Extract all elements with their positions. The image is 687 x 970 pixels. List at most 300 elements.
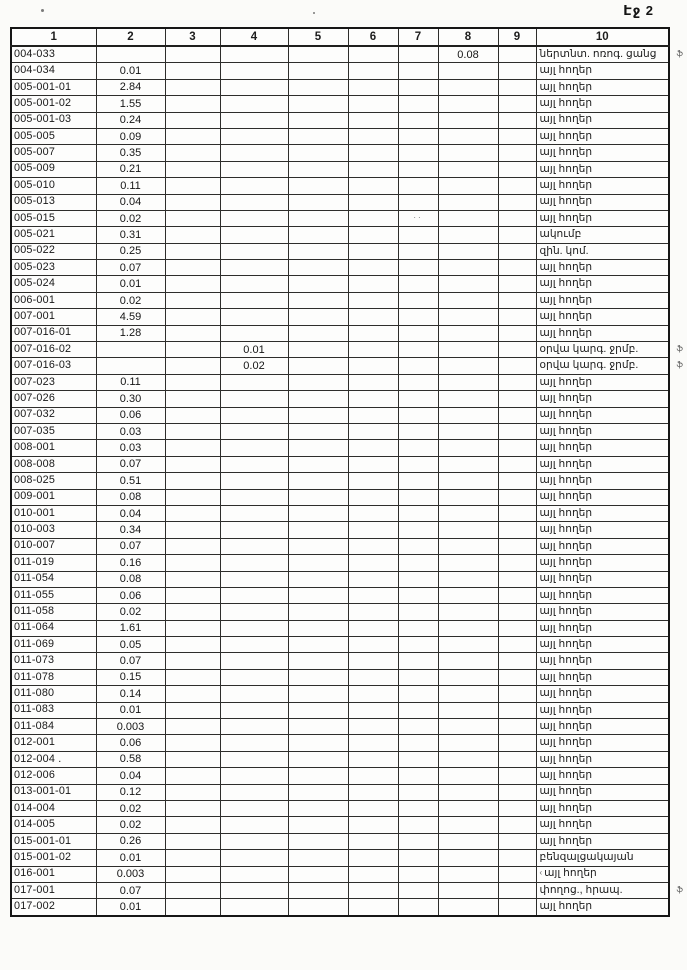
value-cell: [220, 555, 288, 571]
value-cell: [498, 505, 536, 521]
value-cell: [220, 571, 288, 587]
table-row: [11, 899, 669, 916]
table-row: [11, 882, 669, 898]
value-cell: [220, 243, 288, 259]
land-use-cell: [536, 145, 669, 161]
value-cell: [220, 620, 288, 636]
value-cell: 0.01: [96, 276, 165, 292]
value-cell: [288, 817, 348, 833]
land-use-label: այլ հողեր: [539, 392, 593, 405]
parcel-code-cell: 005-007: [11, 145, 96, 161]
value-cell: [438, 538, 498, 554]
land-use-cell: [536, 374, 669, 390]
land-use-cell: [536, 112, 669, 128]
value-cell: [165, 423, 220, 439]
value-cell: [348, 276, 398, 292]
land-use-cell: [536, 489, 669, 505]
value-cell: [165, 587, 220, 603]
land-use-cell: [536, 653, 669, 669]
land-use-cell: [536, 46, 683, 63]
land-use-label: այլ հողեր: [539, 129, 593, 142]
value-cell: [438, 719, 498, 735]
parcel-code-cell: 012-006: [11, 768, 96, 784]
table-row: [11, 46, 669, 63]
value-cell: [438, 833, 498, 849]
value-cell: 2.84: [96, 79, 165, 95]
value-cell: [220, 817, 288, 833]
value-cell: [348, 719, 398, 735]
value-cell: [498, 243, 536, 259]
value-cell: 0.01: [220, 342, 288, 358]
value-cell: [438, 751, 498, 767]
table-row: [11, 686, 669, 702]
value-cell: [438, 555, 498, 571]
value-cell: 0.02: [220, 358, 288, 374]
value-cell: [220, 325, 288, 341]
value-cell: [348, 637, 398, 653]
parcel-code-cell: 011-078: [11, 669, 96, 685]
value-cell: [165, 161, 220, 177]
value-cell: 0.06: [96, 587, 165, 603]
parcel-code-cell: 008-008: [11, 456, 96, 472]
land-use-label: այլ հողեր: [539, 211, 593, 224]
parcel-code-cell: 011-069: [11, 637, 96, 653]
land-use-label: այլ հողեր: [539, 801, 593, 814]
value-cell: [165, 555, 220, 571]
value-cell: [220, 505, 288, 521]
table-row: [11, 243, 669, 259]
value-cell: [498, 686, 536, 702]
value-cell: [220, 538, 288, 554]
value-cell: [438, 768, 498, 784]
value-cell: [438, 194, 498, 210]
value-cell: [398, 899, 438, 916]
value-cell: [165, 145, 220, 161]
value-cell: 0.58: [96, 751, 165, 767]
value-cell: [438, 374, 498, 390]
value-cell: [288, 227, 348, 243]
value-cell: [165, 342, 220, 358]
value-cell: [165, 817, 220, 833]
value-cell: [288, 276, 348, 292]
value-cell: [498, 784, 536, 800]
value-cell: [498, 161, 536, 177]
value-cell: [348, 850, 398, 866]
value-cell: [348, 210, 398, 226]
table-row: [11, 292, 669, 308]
value-cell: [165, 653, 220, 669]
value-cell: [498, 391, 536, 407]
value-cell: [288, 505, 348, 521]
table-row: [11, 79, 669, 95]
value-cell: [398, 522, 438, 538]
value-cell: [498, 882, 536, 898]
land-use-label: այլ հողեր: [539, 719, 593, 732]
value-cell: [165, 112, 220, 128]
value-cell: [398, 309, 438, 325]
value-cell: 0.03: [96, 440, 165, 456]
value-cell: [220, 194, 288, 210]
value-cell: [398, 292, 438, 308]
value-cell: [398, 128, 438, 144]
value-cell: [438, 260, 498, 276]
land-use-label: այլ հողեր: [539, 424, 593, 437]
value-cell: [348, 784, 398, 800]
table-row: [11, 342, 669, 358]
value-cell: [220, 669, 288, 685]
column-header-10: 10: [536, 28, 669, 46]
land-use-label: փողոց., հրապ.: [539, 883, 623, 896]
value-cell: [165, 538, 220, 554]
parcel-code-cell: 007-001: [11, 309, 96, 325]
value-cell: 0.04: [96, 505, 165, 521]
value-cell: 0.07: [96, 882, 165, 898]
column-header-2: 2: [96, 28, 165, 46]
value-cell: [348, 292, 398, 308]
value-cell: [288, 571, 348, 587]
value-cell: [438, 210, 498, 226]
value-cell: [220, 489, 288, 505]
value-cell: [438, 358, 498, 374]
land-use-label: բենզալցակայան: [539, 851, 634, 864]
value-cell: 0.08: [96, 571, 165, 587]
value-cell: [438, 686, 498, 702]
value-cell: [288, 850, 348, 866]
table-row: [11, 178, 669, 194]
value-cell: [398, 620, 438, 636]
value-cell: [288, 653, 348, 669]
value-cell: [165, 456, 220, 472]
value-cell: 0.08: [96, 489, 165, 505]
value-cell: [438, 161, 498, 177]
value-cell: [398, 423, 438, 439]
value-cell: [498, 292, 536, 308]
value-cell: [438, 489, 498, 505]
table-row: [11, 96, 669, 112]
land-use-cell: [536, 866, 669, 882]
value-cell: [288, 473, 348, 489]
value-cell: [220, 374, 288, 390]
table-row: [11, 817, 669, 833]
value-cell: [398, 342, 438, 358]
value-cell: [398, 358, 438, 374]
land-use-cell: [536, 210, 669, 226]
parcel-code-cell: 005-024: [11, 276, 96, 292]
value-cell: [220, 751, 288, 767]
parcel-code-cell: 007-016-02: [11, 342, 96, 358]
land-use-cell: [536, 555, 669, 571]
land-use-cell: [536, 276, 669, 292]
land-use-label: այլ հողեր: [539, 97, 593, 110]
value-cell: [220, 768, 288, 784]
land-use-cell: [536, 669, 669, 685]
value-cell: [288, 686, 348, 702]
value-cell: [288, 194, 348, 210]
value-cell: [498, 440, 536, 456]
value-cell: [220, 178, 288, 194]
value-cell: [220, 128, 288, 144]
value-cell: [348, 194, 398, 210]
value-cell: [165, 505, 220, 521]
value-cell: [165, 751, 220, 767]
value-cell: [398, 161, 438, 177]
land-use-cell: [536, 833, 669, 849]
parcel-code-cell: 011-073: [11, 653, 96, 669]
value-cell: [165, 489, 220, 505]
table-row: [11, 653, 669, 669]
value-cell: [398, 79, 438, 95]
value-cell: [165, 882, 220, 898]
value-cell: [438, 63, 498, 79]
value-cell: [288, 522, 348, 538]
value-cell: [348, 161, 398, 177]
land-use-label: այլ հողեր: [539, 605, 593, 618]
value-cell: [288, 604, 348, 620]
value-cell: [348, 800, 398, 816]
parcel-code-cell: 005-009: [11, 161, 96, 177]
value-cell: [348, 440, 398, 456]
value-cell: 0.06: [96, 735, 165, 751]
value-cell: 0.07: [96, 538, 165, 554]
value-cell: [348, 587, 398, 603]
value-cell: [498, 522, 536, 538]
value-cell: [498, 735, 536, 751]
land-use-label: այլ հողեր: [539, 326, 593, 339]
table-row: [11, 423, 669, 439]
value-cell: [438, 128, 498, 144]
value-cell: [288, 145, 348, 161]
value-cell: [288, 637, 348, 653]
table-row: [11, 374, 669, 390]
table-row: [11, 850, 669, 866]
value-cell: [398, 276, 438, 292]
value-cell: 0.34: [96, 522, 165, 538]
value-cell: 0.01: [96, 63, 165, 79]
land-use-label: այլ հողեր: [539, 769, 593, 782]
value-cell: [498, 702, 536, 718]
column-header-3: 3: [165, 28, 220, 46]
margin-annotation: ֆ: [676, 344, 683, 354]
land-use-label: այլ հողեր: [539, 64, 593, 77]
value-cell: 0.07: [96, 260, 165, 276]
table-row: [11, 227, 669, 243]
value-cell: [165, 440, 220, 456]
parcel-code-cell: 007-023: [11, 374, 96, 390]
value-cell: 0.02: [96, 210, 165, 226]
value-cell: [165, 719, 220, 735]
value-cell: [288, 407, 348, 423]
table-row: [11, 112, 669, 128]
value-cell: [165, 620, 220, 636]
value-cell: [398, 456, 438, 472]
table-row: [11, 309, 669, 325]
value-cell: 0.26: [96, 833, 165, 849]
value-cell: [398, 702, 438, 718]
column-header-9: 9: [498, 28, 536, 46]
land-use-cell: [536, 194, 669, 210]
land-use-cell: [536, 702, 669, 718]
value-cell: [165, 276, 220, 292]
value-cell: [220, 473, 288, 489]
value-cell: [438, 145, 498, 161]
value-cell: 0.30: [96, 391, 165, 407]
parcel-code-cell: 010-003: [11, 522, 96, 538]
value-cell: [398, 719, 438, 735]
land-use-label: այլ հողեր: [539, 179, 593, 191]
table-row: [11, 669, 669, 685]
value-cell: 0.01: [96, 850, 165, 866]
value-cell: [165, 210, 220, 226]
value-cell: [220, 391, 288, 407]
land-use-label: այլ հողեր: [539, 310, 593, 323]
value-cell: [398, 325, 438, 341]
land-use-cell: [536, 456, 669, 472]
value-cell: [165, 96, 220, 112]
value-cell: [438, 571, 498, 587]
land-use-label: այլ հողեր: [544, 867, 597, 880]
value-cell: [348, 669, 398, 685]
value-cell: [220, 309, 288, 325]
land-use-label: այլ հողեր: [539, 785, 593, 798]
value-cell: [165, 784, 220, 800]
value-cell: [288, 309, 348, 325]
value-cell: [498, 227, 536, 243]
land-use-label: այլ հողեր: [539, 80, 593, 93]
value-cell: [348, 899, 398, 916]
value-cell: [438, 440, 498, 456]
land-use-cell: [536, 260, 669, 276]
table-row: [11, 407, 669, 423]
value-cell: 0.02: [96, 604, 165, 620]
scan-speck: [41, 9, 44, 12]
value-cell: [165, 407, 220, 423]
land-use-label: այլ հողեր: [539, 277, 593, 290]
value-cell: [220, 784, 288, 800]
land-use-label: այլ հողեր: [539, 572, 593, 585]
table-row: [11, 128, 669, 144]
land-use-cell: [536, 817, 669, 833]
table-row: [11, 604, 669, 620]
value-cell: [348, 96, 398, 112]
value-cell: [438, 800, 498, 816]
value-cell: ··: [398, 210, 438, 226]
value-cell: 0.51: [96, 473, 165, 489]
value-cell: [220, 522, 288, 538]
value-cell: [288, 63, 348, 79]
value-cell: [220, 866, 288, 882]
land-use-label: այլ հողեր: [539, 539, 593, 552]
land-use-cell: [536, 292, 669, 308]
value-cell: [498, 46, 536, 63]
value-cell: [398, 555, 438, 571]
value-cell: [398, 735, 438, 751]
value-cell: [498, 719, 536, 735]
value-cell: [165, 178, 220, 194]
land-use-cell: [536, 784, 669, 800]
parcel-code-cell: 013-001-01: [11, 784, 96, 800]
value-cell: 0.01: [96, 702, 165, 718]
land-use-label: ներտնտ. ոռոգ. ցանց: [539, 47, 657, 60]
value-cell: [438, 243, 498, 259]
value-cell: [220, 423, 288, 439]
margin-annotation: ֆ: [676, 49, 683, 58]
value-cell: [398, 63, 438, 79]
value-cell: [398, 637, 438, 653]
value-cell: [165, 292, 220, 308]
value-cell: 0.24: [96, 112, 165, 128]
value-cell: [398, 751, 438, 767]
value-cell: [498, 194, 536, 210]
land-use-label: այլ հողեր: [539, 555, 593, 568]
value-cell: [348, 374, 398, 390]
land-use-cell: [536, 719, 669, 735]
value-cell: [288, 555, 348, 571]
value-cell: [438, 79, 498, 95]
value-cell: [398, 817, 438, 833]
land-use-cell: [536, 79, 669, 95]
value-cell: [220, 96, 288, 112]
column-header-5: 5: [288, 28, 348, 46]
value-cell: [348, 571, 398, 587]
land-use-label: այլ հողեր: [539, 523, 593, 536]
value-cell: 0.04: [96, 194, 165, 210]
land-use-cell: [536, 243, 669, 259]
value-cell: [220, 210, 288, 226]
value-cell: [398, 260, 438, 276]
value-cell: [498, 899, 536, 916]
table-row: [11, 145, 669, 161]
value-cell: [398, 473, 438, 489]
value-cell: [348, 391, 398, 407]
value-cell: [348, 358, 398, 374]
land-use-label: այլ հողեր: [539, 621, 593, 634]
parcel-code-cell: 010-001: [11, 505, 96, 521]
value-cell: [288, 210, 348, 226]
value-cell: [348, 407, 398, 423]
value-cell: 0.15: [96, 669, 165, 685]
land-use-label: այլ հողեր: [539, 687, 593, 700]
land-use-label: այլ հողեր: [539, 736, 593, 749]
land-use-label: ակումբ: [539, 228, 582, 241]
land-use-label: այլ հողեր: [539, 703, 593, 716]
parcel-code-cell: 005-001-02: [11, 96, 96, 112]
parcel-code-cell: 007-032: [11, 407, 96, 423]
value-cell: [438, 423, 498, 439]
column-header-8: 8: [438, 28, 498, 46]
value-cell: [288, 882, 348, 898]
value-cell: 1.61: [96, 620, 165, 636]
value-cell: [398, 145, 438, 161]
value-cell: 0.11: [96, 374, 165, 390]
value-cell: [288, 391, 348, 407]
table-row: [11, 833, 669, 849]
value-cell: [398, 686, 438, 702]
table-row: [11, 784, 669, 800]
value-cell: [398, 391, 438, 407]
value-cell: [348, 112, 398, 128]
value-cell: [438, 227, 498, 243]
value-cell: [165, 79, 220, 95]
value-cell: [438, 325, 498, 341]
land-use-label: այլ հողեր: [539, 195, 593, 208]
land-use-label: այլ հողեր: [539, 441, 593, 454]
value-cell: [348, 686, 398, 702]
value-cell: [220, 46, 288, 63]
land-use-label: այլ հողեր: [539, 162, 593, 175]
value-cell: 0.14: [96, 686, 165, 702]
land-use-cell: [536, 440, 669, 456]
land-use-label: զին. կոմ.: [539, 244, 589, 257]
